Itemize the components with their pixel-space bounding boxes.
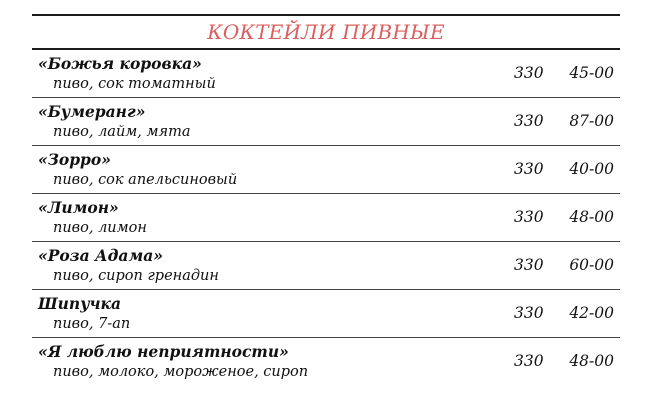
item-price: 45-00 bbox=[569, 64, 614, 82]
item-volume: 330 bbox=[514, 160, 544, 178]
section-title: КОКТЕЙЛИ ПИВНЫЕ bbox=[207, 20, 445, 44]
menu-item bbox=[32, 338, 620, 386]
item-ingredients: пиво, сироп гренадин bbox=[53, 268, 219, 284]
item-name: «Божья коровка» bbox=[38, 54, 202, 73]
item-name: «Зорро» bbox=[38, 150, 111, 169]
item-volume: 330 bbox=[514, 256, 544, 274]
menu-item bbox=[32, 50, 620, 98]
item-ingredients: пиво, сок томатный bbox=[53, 76, 216, 92]
item-price: 40-00 bbox=[569, 160, 614, 178]
item-price: 42-00 bbox=[569, 304, 614, 322]
menu-list bbox=[32, 50, 620, 386]
menu-item bbox=[32, 290, 620, 338]
item-ingredients: пиво, 7-ап bbox=[53, 316, 131, 332]
item-name: «Лимон» bbox=[38, 198, 119, 217]
item-price: 48-00 bbox=[569, 208, 614, 226]
item-volume: 330 bbox=[514, 208, 544, 226]
item-volume: 330 bbox=[514, 304, 544, 322]
menu-item bbox=[32, 146, 620, 194]
item-ingredients: пиво, лимон bbox=[53, 220, 147, 236]
item-ingredients: пиво, молоко, мороженое, сироп bbox=[53, 364, 309, 380]
item-name: Шипучка bbox=[38, 294, 122, 313]
item-volume: 330 bbox=[514, 64, 544, 82]
item-name: «Бумеранг» bbox=[38, 102, 146, 121]
menu-item bbox=[32, 242, 620, 290]
menu-item bbox=[32, 194, 620, 242]
cocktail-menu bbox=[32, 14, 620, 386]
item-ingredients: пиво, лайм, мята bbox=[53, 124, 191, 140]
item-volume: 330 bbox=[514, 112, 544, 130]
item-ingredients: пиво, сок апельсиновый bbox=[53, 172, 238, 188]
item-price: 60-00 bbox=[569, 256, 614, 274]
item-volume: 330 bbox=[514, 352, 544, 370]
item-name: «Роза Адама» bbox=[38, 246, 163, 265]
menu-item bbox=[32, 98, 620, 146]
item-price: 87-00 bbox=[569, 112, 614, 130]
item-price: 48-00 bbox=[569, 352, 614, 370]
item-name: «Я люблю неприятности» bbox=[38, 342, 289, 361]
